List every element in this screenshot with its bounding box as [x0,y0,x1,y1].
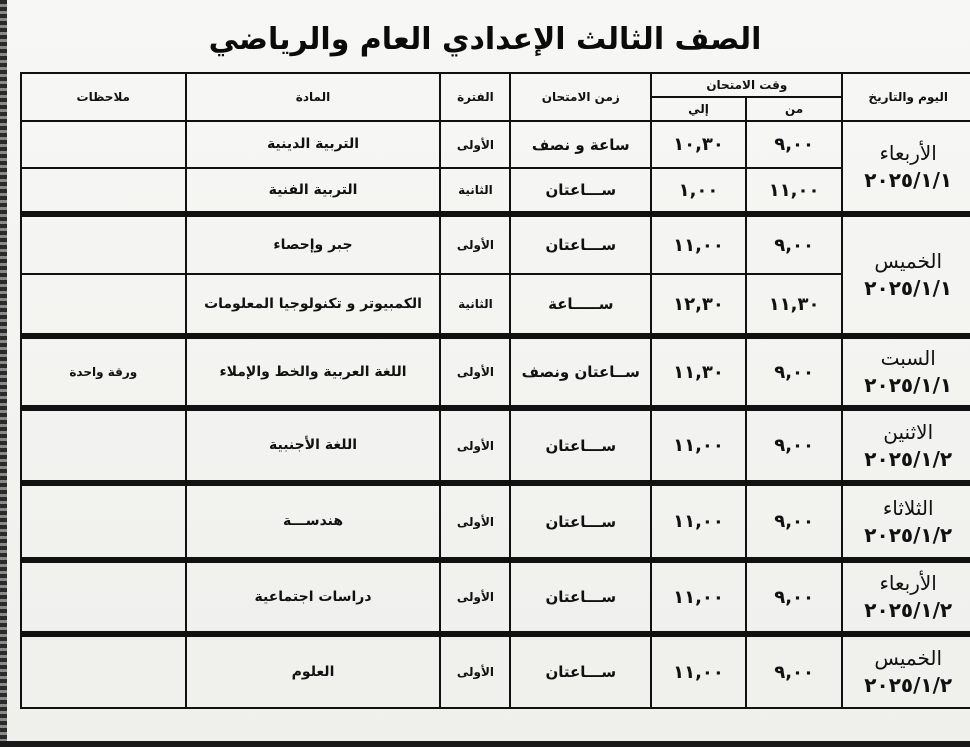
day-name: الاثنين [883,419,934,444]
header-exam-time: وقت الامتحان [651,73,842,97]
exam-duration: ســـاعتان [510,168,651,214]
notes-cell [21,408,186,483]
day-name: الخميس [874,249,943,273]
time-from: ١١,٠٠ [746,168,843,214]
subject-name: الكمبيوتر و تكنولوجيا المعلومات [186,274,441,336]
time-from: ٩,٠٠ [746,336,843,408]
notes-cell [21,214,186,274]
exam-period: الأولى [440,214,510,274]
exam-schedule-table [20,72,970,709]
time-to: ١٢,٣٠ [651,274,746,336]
day-cell [842,560,970,634]
subject-name: دراسات اجتماعية [186,560,441,634]
notes-cell [21,560,186,634]
day-cell [842,634,970,708]
exam-period: الأولى [440,336,510,408]
day-date: ٢٠٢٥/١/٢ [864,598,953,622]
subject-name: التربية الدينية [186,121,441,168]
day-cell [842,336,970,408]
bottom-rule [0,741,970,747]
day-cell [842,214,970,336]
exam-duration: ســـاعتان [510,560,651,634]
exam-duration: ســـاعتان [510,483,651,560]
day-cell [842,483,970,560]
day-date: ٢٠٢٥/١/٢ [864,673,953,697]
time-to: ١,٠٠ [651,168,746,214]
binding-edge [0,0,7,747]
time-from: ٩,٠٠ [746,214,843,274]
exam-period: الأولى [440,483,510,560]
subject-name: جبر وإحصاء [186,214,441,274]
exam-duration: ســـــاعة [510,274,651,336]
day-cell [842,121,970,214]
exam-duration: ســـاعتان [510,634,651,708]
header-to: إلي [651,97,746,121]
day-name: الخميس [874,646,943,670]
exam-duration: ســـاعتان [510,408,651,483]
notes-cell [21,168,186,214]
day-date: ٢٠٢٥/١/١ [864,276,953,300]
header-period: الفترة [440,73,510,121]
subject-name: هندســـة [186,483,441,560]
header-duration: زمن الامتحان [510,73,651,121]
exam-period: الأولى [440,560,510,634]
header-notes: ملاحظات [21,73,186,121]
time-to: ١١,٠٠ [651,560,746,634]
exam-period: الأولى [440,634,510,708]
day-date: ٢٠٢٥/١/١ [864,167,953,192]
time-from: ٩,٠٠ [746,560,843,634]
time-to: ١١,٠٠ [651,483,746,560]
exam-period: الثانية [440,274,510,336]
time-to: ١٠,٣٠ [651,121,746,168]
page-title: الصف الثالث الإعدادي العام والرياضي [208,22,762,57]
exam-period: الأولى [440,121,510,168]
exam-duration: ساعة و نصف [510,121,651,168]
header-subject: المادة [186,73,441,121]
exam-period: الأولى [440,408,510,483]
exam-period: الثانية [440,168,510,214]
time-to: ١١,٣٠ [651,336,746,408]
day-cell [842,408,970,483]
time-to: ١١,٠٠ [651,634,746,708]
time-from: ٩,٠٠ [746,121,843,168]
time-to: ١١,٠٠ [651,408,746,483]
time-from: ٩,٠٠ [746,408,843,483]
time-from: ١١,٣٠ [746,274,843,336]
time-from: ٩,٠٠ [746,634,843,708]
time-from: ٩,٠٠ [746,483,843,560]
day-name: الأربعاء [879,571,937,595]
day-name: السبت [880,346,936,370]
header-day-date: اليوم والتاريخ [842,73,970,121]
time-to: ١١,٠٠ [651,214,746,274]
notes-cell [21,121,186,168]
subject-name: العلوم [186,634,441,708]
exam-duration: ســـاعتان [510,214,651,274]
day-name: الثلاثاء [882,495,934,520]
subject-name: التربية الفنية [186,168,441,214]
day-date: ٢٠٢٥/١/١ [864,373,953,397]
header-from: من [746,97,843,121]
day-date: ٢٠٢٥/١/٢ [864,446,953,471]
day-date: ٢٠٢٥/١/٢ [864,522,953,547]
notes-cell: ورقة واحدة [21,336,186,408]
notes-cell [21,274,186,336]
exam-duration: ســاعتان ونصف [510,336,651,408]
notes-cell [21,634,186,708]
subject-name: اللغة العربية والخط والإملاء [186,336,441,408]
day-name: الأربعاء [879,140,937,165]
subject-name: اللغة الأجنبية [186,408,441,483]
notes-cell [21,483,186,560]
